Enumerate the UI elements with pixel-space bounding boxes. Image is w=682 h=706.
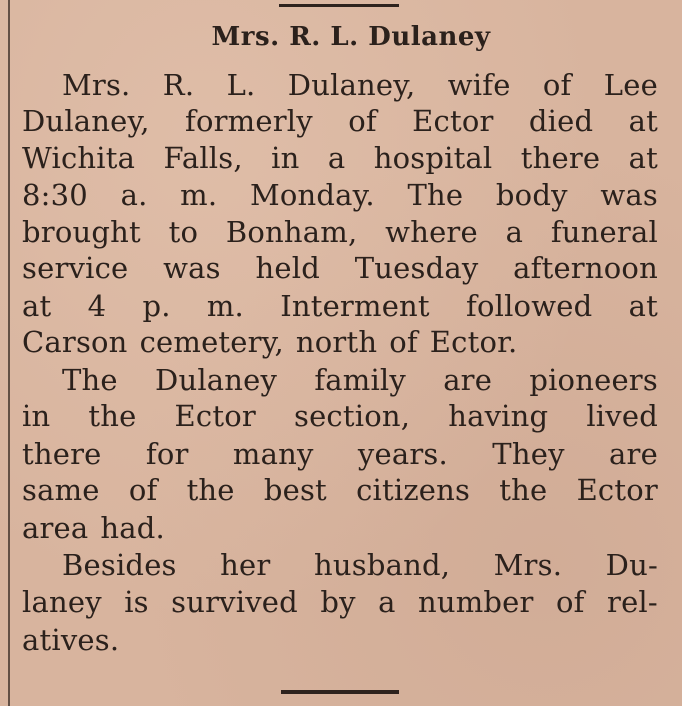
article-line: [22, 473, 658, 507]
word: Mrs.: [62, 68, 131, 102]
word: funeral: [550, 215, 658, 249]
word: Dulaney,: [287, 68, 416, 102]
word: the: [186, 473, 235, 507]
word: rel-: [607, 585, 658, 619]
word: Carson: [22, 325, 128, 359]
word: They: [492, 437, 565, 471]
word: a: [327, 141, 346, 175]
word: Ector: [576, 473, 658, 507]
word: hospital: [373, 141, 493, 175]
word: afternoon: [513, 251, 658, 285]
word: survived: [171, 585, 298, 619]
article-line: [22, 178, 658, 212]
word: Mrs.: [493, 548, 563, 582]
word: 8:30: [22, 178, 88, 212]
article-line: [22, 437, 658, 471]
word: cemetery,: [139, 325, 284, 359]
word: wife: [447, 68, 511, 102]
word: by: [320, 585, 356, 619]
word: north: [295, 325, 378, 359]
word: Monday.: [249, 178, 375, 212]
word: in: [271, 141, 300, 175]
word: of: [389, 325, 418, 359]
word: her: [220, 548, 271, 582]
headline: Mrs. R. L. Dulaney: [211, 22, 491, 52]
word: Dulaney,: [22, 104, 150, 138]
word: are: [443, 363, 493, 397]
article-line: [62, 363, 658, 397]
word: are: [609, 437, 658, 471]
word: m.: [180, 178, 218, 212]
article-line: [22, 251, 658, 285]
word: laney: [22, 585, 102, 619]
word: Ector: [174, 399, 256, 433]
word: L.: [226, 68, 256, 102]
word: the: [499, 473, 548, 507]
top-divider: [279, 4, 399, 7]
word: was: [600, 178, 658, 212]
word: was: [163, 251, 221, 285]
word: The: [407, 178, 464, 212]
word: at: [628, 141, 658, 175]
word: Bonham,: [225, 215, 358, 249]
word: many: [232, 437, 314, 471]
word: Lee: [603, 68, 658, 102]
article-line: [22, 104, 658, 138]
word: same: [22, 473, 100, 507]
word: of: [348, 104, 377, 138]
article-line: [62, 68, 658, 102]
word: in: [22, 399, 51, 433]
word: died: [528, 104, 594, 138]
word: p.: [142, 289, 171, 323]
word: of: [542, 68, 572, 102]
word: family: [314, 363, 406, 397]
article-line: [22, 215, 658, 249]
word: body: [495, 178, 568, 212]
word: husband,: [313, 548, 451, 582]
word: for: [145, 437, 189, 471]
word: number: [417, 585, 534, 619]
word: Interment: [280, 289, 430, 323]
word: brought: [22, 215, 141, 249]
word: Wichita: [22, 141, 136, 175]
word: of: [128, 473, 158, 507]
article-line: [62, 548, 658, 582]
word: citizens: [356, 473, 471, 507]
word: years.: [357, 437, 448, 471]
word: formerly: [185, 104, 313, 138]
word: lived: [586, 399, 658, 433]
word: a: [378, 585, 396, 619]
word: to: [168, 215, 199, 249]
word: Besides: [62, 548, 177, 582]
word: Ector.: [429, 325, 518, 359]
word: Ector: [412, 104, 494, 138]
word: service: [22, 251, 129, 285]
word: Du-: [605, 548, 658, 582]
article-line: [22, 585, 658, 619]
word: there: [520, 141, 601, 175]
word: section,: [293, 399, 411, 433]
word: having: [448, 399, 549, 433]
word: a.: [120, 178, 148, 212]
word: at: [628, 289, 658, 323]
article-line: [22, 289, 658, 323]
word: had.: [100, 511, 165, 545]
word: Tuesday: [354, 251, 479, 285]
word: The: [62, 363, 118, 397]
word: pioneers: [529, 363, 658, 397]
column-rule: [8, 0, 10, 706]
word: is: [124, 585, 149, 619]
word: of: [556, 585, 585, 619]
word: best: [263, 473, 327, 507]
article-line: [22, 325, 517, 359]
word: a: [505, 215, 524, 249]
word: held: [255, 251, 320, 285]
word: there: [22, 437, 102, 471]
article-line: [22, 399, 658, 433]
word: the: [88, 399, 137, 433]
word: at: [22, 289, 52, 323]
word: atives.: [22, 623, 120, 657]
word: where: [385, 215, 478, 249]
word: Dulaney: [155, 363, 278, 397]
word: 4: [87, 289, 107, 323]
article-line: [22, 141, 658, 175]
article-line: [22, 511, 165, 545]
word: Falls,: [163, 141, 243, 175]
bottom-divider: [281, 690, 399, 694]
article-line: [22, 623, 119, 657]
word: area: [22, 511, 89, 545]
word: followed: [466, 289, 593, 323]
word: at: [628, 104, 658, 138]
word: m.: [206, 289, 244, 323]
word: R.: [162, 68, 195, 102]
